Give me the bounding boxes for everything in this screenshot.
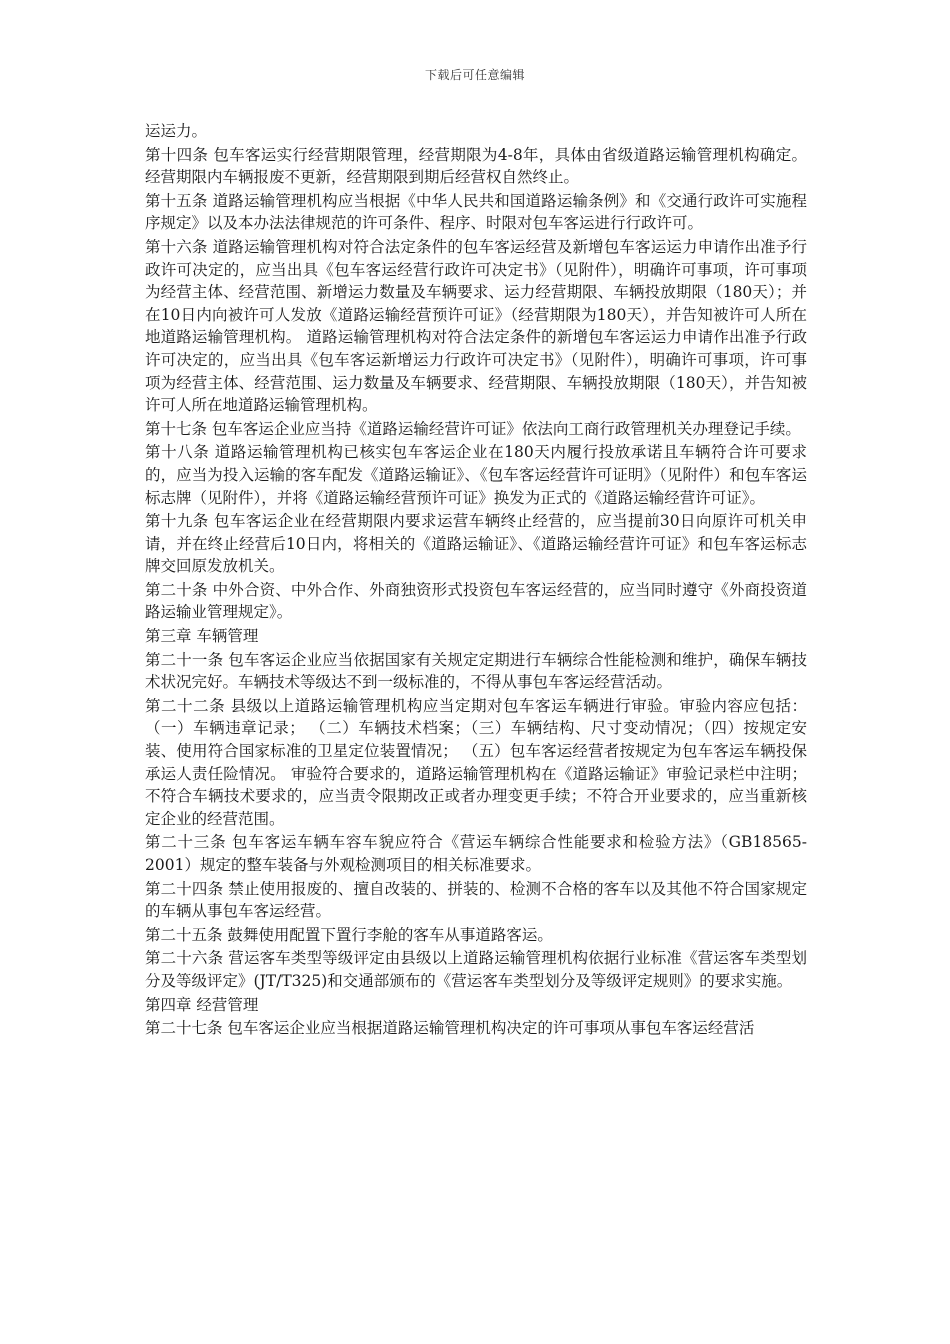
article-16: 第十六条 道路运输管理机构对符合法定条件的包车客运经营及新增包车客运运力申请作出准予行政许可决定的，应当出具《包车客运经营行政许可决定书》（见附件），明确许可事项，许可事项为经营主体、经营范围、新增运力数量及车辆要求、运力经营期限、车辆投放期限（180天）；并在10日内向被许可人发放《道路运输经营预许可证》（经营期限为180天），并告知被许可人所在地道路运输管理机构。 道路运输管理机构对符合法定条件的新增包车客运运力申请作出准予行政许可决定的，应当出具《包车客运新增运力行政许可决定书》（见附件），明确许可事项，许可事项为经营主体、经营范围、运力数量及车辆要求、经营期限、车辆投放期限（180天），并告知被许可人所在地道路运输管理机构。 <box>145 237 807 415</box>
article-20: 第二十条 中外合资、中外合作、外商独资形式投资包车客运经营的，应当同时遵守《外商投资道路运输业管理规定》。 <box>145 580 807 622</box>
paragraph: 运运力。 <box>145 122 208 140</box>
chapter-3-heading: 第三章 车辆管理 <box>145 627 259 646</box>
article-26: 第二十六条 营运客车类型等级评定由县级以上道路运输管理机构依据行业标准《营运客车类型划分及等级评定》(JT/T325)和交通部颁布的《营运客车类型划分及等级评定规则》的要求实施。 <box>145 949 807 990</box>
article-19: 第十九条 包车客运企业在经营期限内要求运营车辆终止经营的，应当提前30日向原许可机关申请，并在终止经营后10日内，将相关的《道路运输证》、《道路运输经营许可证》和包车客运标志牌交回原发放机关。 <box>145 512 807 576</box>
article-17: 第十七条 包车客运企业应当持《道路运输经营许可证》依法向工商行政管理机关办理登记手续。 <box>145 419 801 438</box>
article-23: 第二十三条 包车客运车辆车容车貌应符合《营运车辆综合性能要求和检验方法》（GB18565-2001）规定的整车装备与外观检测项目的相关标准要求。 <box>145 833 807 874</box>
article-24: 第二十四条 禁止使用报废的、擅自改装的、拼装的、检测不合格的客车以及其他不符合国家规定的车辆从事包车客运经营。 <box>145 879 807 921</box>
article-22: 第二十二条 县级以上道路运输管理机构应当定期对包车客运车辆进行审验。审验内容应包括： （一）车辆违章记录； （二）车辆技术档案；（三）车辆结构、尺寸变动情况；（四）按规定安装、使用符合国家标准的卫星定位装置情况； （五）包车客运经营者按规定为包车客运车辆投保承运人责任险情况。 审验符合要求的，道路运输管理机构在《道路运输证》审验记录栏中注明；不符合车辆技术要求的，应当责令限期改正或者办理变更手续；不符合开业要求的，应当重新核定企业的经营范围。 <box>145 696 807 828</box>
article-18: 第十八条 道路运输管理机构已核实包车客运企业在180天内履行投放承诺且车辆符合许可要求的，应当为投入运输的客车配发《道路运输证》、《包车客运经营许可证明》（见附件）和包车客运标志牌（见附件），并将《道路运输经营预许可证》换发为正式的《道路运输经营许可证》。 <box>145 443 807 507</box>
article-14: 第十四条 包车客运实行经营期限管理，经营期限为4-8年，具体由省级道路运输管理机构确定。经营期限内车辆报废不更新，经营期限到期后经营权自然终止。 <box>145 145 807 187</box>
page-header: 下载后可任意编辑 <box>424 68 525 82</box>
article-21: 第二十一条 包车客运企业应当依据国家有关规定定期进行车辆综合性能检测和维护，确保车辆技术状况完好。车辆技术等级达不到一级标准的，不得从事包车客运经营活动。 <box>145 650 807 692</box>
chapter-4-heading: 第四章 经营管理 <box>145 995 259 1014</box>
article-27: 第二十七条 包车客运企业应当根据道路运输管理机构决定的许可事项从事包车客运经营活 <box>145 1019 755 1038</box>
article-15: 第十五条 道路运输管理机构应当根据《中华人民共和国道路运输条例》和《交通行政许可实施程序规定》以及本办法法律规范的许可条件、程序、时限对包车客运进行行政许可。 <box>145 191 807 233</box>
document-body <box>145 120 807 1041</box>
article-25: 第二十五条 鼓舞使用配置下置行李舱的客车从事道路客运。 <box>145 925 553 944</box>
